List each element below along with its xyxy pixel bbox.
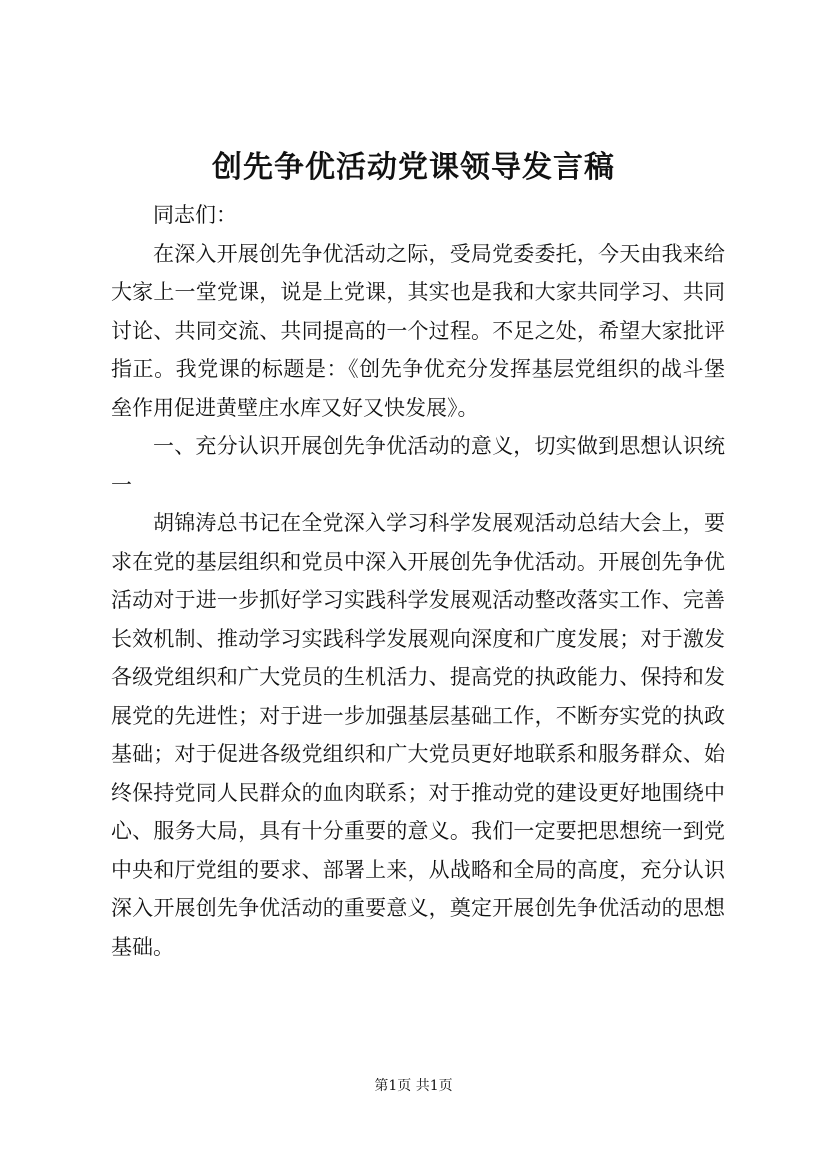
salutation-paragraph: 同志们： — [153, 203, 237, 227]
intro-paragraph: 在深入开展创先争优活动之际，受局党委委托，今天由我来给大家上一堂党课，说是上党课，其实也是我和大家共同学习、共同讨论、共同交流、共同提高的一个过程。不足之处，希望大家批评指正。我党课的标题是：《创先争优充分发挥基层党组织的战斗堡垒作用促进黄壁庄水库又好又快发展》。 — [111, 241, 725, 420]
document-body — [111, 196, 725, 966]
page-footer: 第1页 共1页 — [374, 1078, 453, 1094]
document-title: 创先争优活动党课领导发言稿 — [212, 150, 615, 185]
body-paragraph: 胡锦涛总书记在全党深入学习科学发展观活动总结大会上，要求在党的基层组织和党员中深入开展创先争优活动。开展创先争优活动对于进一步抓好学习实践科学发展观活动整改落实工作、完善长效机制、推动学习实践科学发展观向深度和广度发展；对于激发各级党组织和广大党员的生机活力、提高党的执政能力、保持和发展党的先进性；对于进一步加强基层基础工作，不断夯实党的执政基础；对于促进各级党组织和广大党员更好地联系和服务群众、始终保持党同人民群众的血肉联系；对于推动党的建设更好地围绕中心、服务大局，具有十分重要的意义。我们一定要把思想统一到党中央和厅党组的要求、部署上来，从战略和全局的高度，充分认识深入开展创先争优活动的重要意义，奠定开展创先争优活动的思想基础。 — [111, 511, 725, 959]
section-heading: 一、充分认识开展创先争优活动的意义，切实做到思想认识统一 — [111, 434, 725, 497]
